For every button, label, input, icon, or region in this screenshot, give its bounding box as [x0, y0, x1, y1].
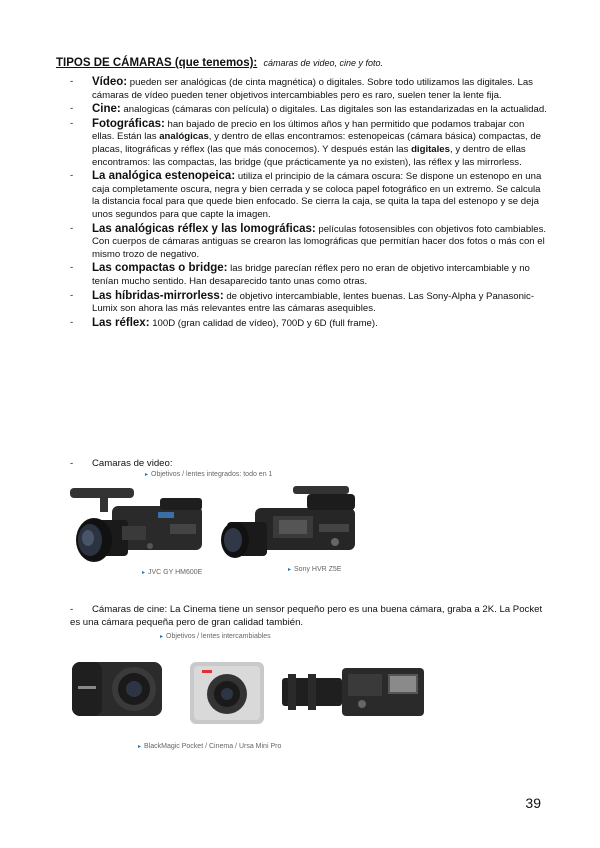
blackmagic-cinema-image: [182, 654, 272, 732]
term-hibridas: Las híbridas-mirrorless:: [92, 289, 224, 302]
list-item-cine: - Cine: analogicas (cámaras con película) o digitales. Las digitales son las estandarizadas en la actualidad.: [70, 103, 547, 116]
sony-camcorder-image: [215, 480, 365, 572]
blackmagic-pocket-image: [68, 656, 168, 726]
list-item-hibridas: - Las híbridas-mirrorless: de objetivo intercambiable, lentes buenas. Las Sony-Alpha y Panasonic-Lumix son ahora las más relevantes entre las cámaras asequibles.: [70, 289, 535, 315]
cine-section-heading: - Cámaras de cine: La Cinema tiene un sensor pequeño pero es una buena cámara, graba a 2K. La Pocket es una cámara pequeña pero de gran calidad también.: [70, 604, 543, 628]
blackmagic-ursa-mini-pro-image: [282, 660, 432, 720]
title-main: TIPOS DE CÁMARAS (que tenemos):: [56, 57, 258, 69]
camera-types-list: [70, 76, 548, 331]
desc-video: pueden ser analógicas (de cinta magnética) o digitales. Sobre todo utilizamos las digitales. Las cámaras de vídeo pueden tener objetivos intercambiables pero es raro, suelen tener la lente fija.: [92, 77, 533, 101]
keyword-analogicas: analógicas: [159, 131, 209, 143]
list-item-fotograficas: - Fotográficas: han bajado de precio en los últimos años y han permitido que podamos trabajar con ellas. Están las analógicas, y dentro de ellas encontramos: estenopeicas (cámara básica) compactas, de placas, litográficas y réflex (las que más conocemos). Y después están las digitales, y dentro de ellas encontramos: las compactas, las bridge (que prácticamente ya no existen), las réflex y las mirrorless.: [70, 117, 542, 168]
term-reflex-lomograficas: Las analógicas réflex y las lomográficas:: [92, 222, 316, 235]
keyword-digitales: digitales: [411, 143, 450, 155]
cine-caption-top: ▸ Objetivos / lentes intercambiables: [160, 633, 271, 640]
list-item-reflex-lomograficas: - Las analógicas réflex y las lomográficas: películas fotosensibles con objetivos foto cambiables. Con cuerpos de cámaras antiguas se crearon las lomográficas que permitían hacer dos fotos o más con el mismo trozo de negativo.: [70, 222, 547, 260]
video-section-heading: - Camaras de video:: [70, 458, 173, 469]
jvc-camcorder-image: [60, 480, 210, 572]
list-item-compactas: - Las compactas o bridge: las bridge parecían réflex pero no eran de objetivo intercambiable y no tenían mucho sentido. Han desaparecido tanto unas como otras.: [70, 262, 530, 287]
desc-lomograficas-extra: Con cuerpos de cámaras antiguas se crearon las lomográficas que permitían hacer dos fotos o más con el mismo trozo de negativo.: [92, 236, 545, 260]
page-number: 39: [525, 795, 541, 811]
video-caption-top: ▸ Objetivos / lentes integrados: todo en 1: [145, 471, 273, 478]
list-item-reflex: - Las réflex: 100D (gran calidad de vídeo), 700D y 6D (full frame).: [70, 316, 378, 329]
desc-cine: analogicas (cámaras con película) o digitales. Las digitales son las estandarizadas en la actualidad.: [120, 104, 547, 116]
page-title: [56, 57, 383, 69]
list-item-video: - Vídeo: pueden ser analógicas (de cinta magnética) o digitales. Sobre todo utilizamos las digitales. Las cámaras de vídeo pueden tener objetivos intercambiables pero es raro, suelen tener la lente fija.: [70, 76, 533, 101]
term-compactas: Las compactas o bridge:: [92, 262, 228, 275]
video-caption-left: ▸ JVC GY HM600E: [142, 569, 203, 576]
term-fotograficas: Fotográficas:: [92, 117, 165, 130]
term-video: Vídeo:: [92, 76, 128, 88]
term-reflex: Las réflex:: [92, 316, 150, 329]
video-caption-right: ▸ Sony HVR Z5E: [288, 566, 342, 573]
title-subtitle: cámaras de video, cine y foto.: [263, 58, 384, 68]
term-cine: Cine:: [92, 103, 121, 116]
cine-caption-bottom: ▸ BlackMagic Pocket / Cinema / Ursa Mini Pro: [138, 743, 282, 750]
list-item-estenopeica: - La analógica estenopeica: utiliza el principio de la cámara oscura: Se dispone un estenopo en una caja completamente oscura, negra y bien cerrada y se coloca papel fotográfico en un extremo. Se calcula la distancia focal para que quede bien enfocado. Se cierra la caja, se quita la tapa del estenopo y se deja unos segundos para que capte la imagen.: [70, 170, 542, 220]
term-estenopeica: La analógica estenopeica:: [92, 170, 236, 183]
